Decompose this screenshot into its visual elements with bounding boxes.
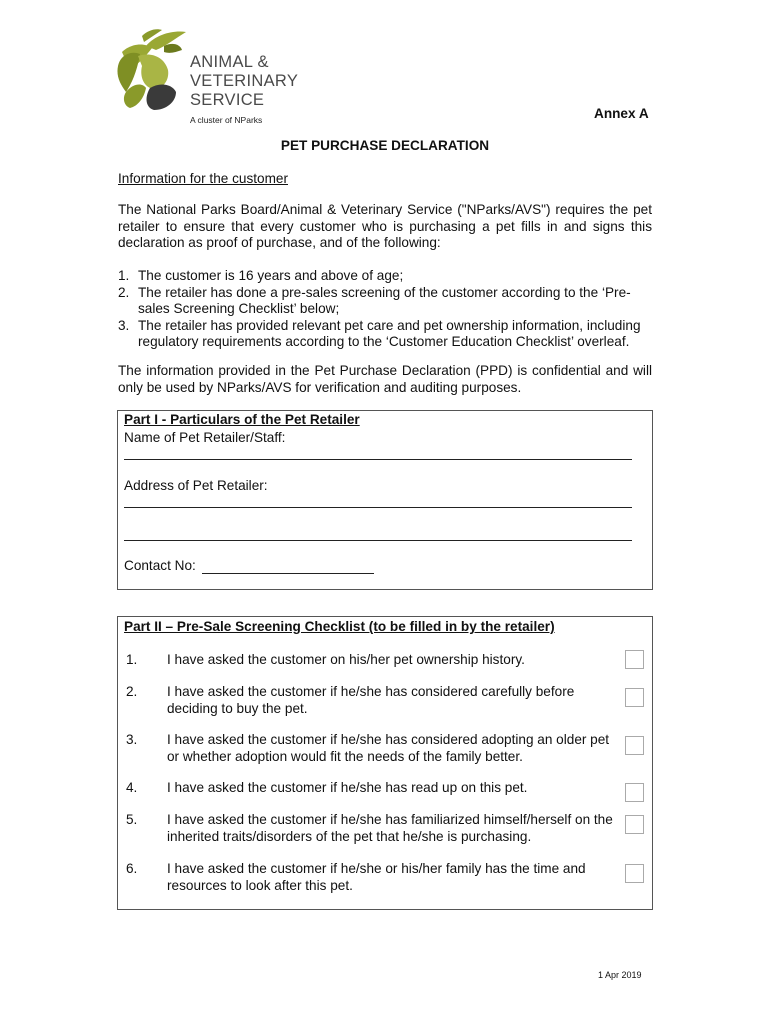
footer-date: 1 Apr 2019 [598,970,642,980]
retailer-address-field-1[interactable] [124,507,632,508]
checklist-item-number: 5. [126,812,138,827]
checklist-item-text: I have asked the customer if he/she has familiarized himself/herself on the inherited traits/disorders of the pet that he/she is purchasing. [167,812,613,844]
part1-box [117,410,653,590]
page-title: PET PURCHASE DECLARATION [280,138,490,153]
checklist-checkbox-5[interactable] [625,815,644,834]
conditions-list [118,268,652,351]
contact-number-field[interactable] [202,573,374,574]
checklist-item-number: 6. [126,861,138,876]
avs-logo [116,26,188,116]
logo-line3: SERVICE [190,91,265,109]
logo-wordmark [190,53,298,125]
list-item: 3. The retailer has provided relevant pet care and pet ownership information, including regulatory requirements according to the ‘Customer Education Checklist’ overleaf. [118,317,641,349]
checklist-item-number: 1. [126,652,138,667]
checklist-item-text: I have asked the customer on his/her pet ownership history. [167,652,525,667]
checklist-checkbox-3[interactable] [625,736,644,755]
checklist-item-text: I have asked the customer if he/she has considered adopting an older pet or whether adoption would fit the needs of the family better. [167,732,610,764]
retailer-name-label: Name of Pet Retailer/Staff: [124,430,286,445]
part2-box [117,616,653,910]
info-heading: Information for the customer [118,171,288,186]
logo-line2: VETERINARY [190,72,299,90]
checklist-checkbox-1[interactable] [625,650,644,669]
part2-heading: Part II – Pre-Sale Screening Checklist (to be filled in by the retailer) [124,619,555,634]
checklist-item-number: 4. [126,780,138,795]
avs-logo-mark [116,26,188,116]
list-item: 2. The retailer has done a pre-sales screening of the customer according to the ‘Pre-sales Screening Checklist’ below; [118,284,631,316]
intro-paragraph: The National Parks Board/Animal & Veterinary Service ("NParks/AVS") requires the pet retailer to ensure that every customer who is purchasing a pet fills in and signs this declaration as proof of purchase, and of the following: [118,202,652,250]
contact-label: Contact No: [124,558,196,573]
retailer-address-field-2[interactable] [124,540,632,541]
checklist-item-text: I have asked the customer if he/she has considered carefully before deciding to buy the pet. [167,684,575,716]
checklist-checkbox-4[interactable] [625,783,644,802]
checklist-item-text: I have asked the customer if he/she has read up on this pet. [167,780,528,795]
list-item: 1. The customer is 16 years and above of age; [118,268,404,283]
retailer-name-field[interactable] [124,459,632,460]
logo-line1: ANIMAL & [190,53,269,71]
checklist-checkbox-2[interactable] [625,688,644,707]
annex-label: Annex A [594,106,649,121]
checklist-item-number: 2. [126,684,138,699]
logo-tagline: A cluster of NParks [190,115,263,125]
retailer-address-label: Address of Pet Retailer: [124,478,268,493]
checklist-item-text: I have asked the customer if he/she or his/her family has the time and resources to look after this pet. [167,861,586,893]
confidential-paragraph: The information provided in the Pet Purchase Declaration (PPD) is confidential and will only be used by NParks/AVS for verification and auditing purposes. [118,363,652,395]
part1-heading: Part I - Particulars of the Pet Retailer [124,412,360,427]
checklist-checkbox-6[interactable] [625,864,644,883]
checklist-item-number: 3. [126,732,138,747]
